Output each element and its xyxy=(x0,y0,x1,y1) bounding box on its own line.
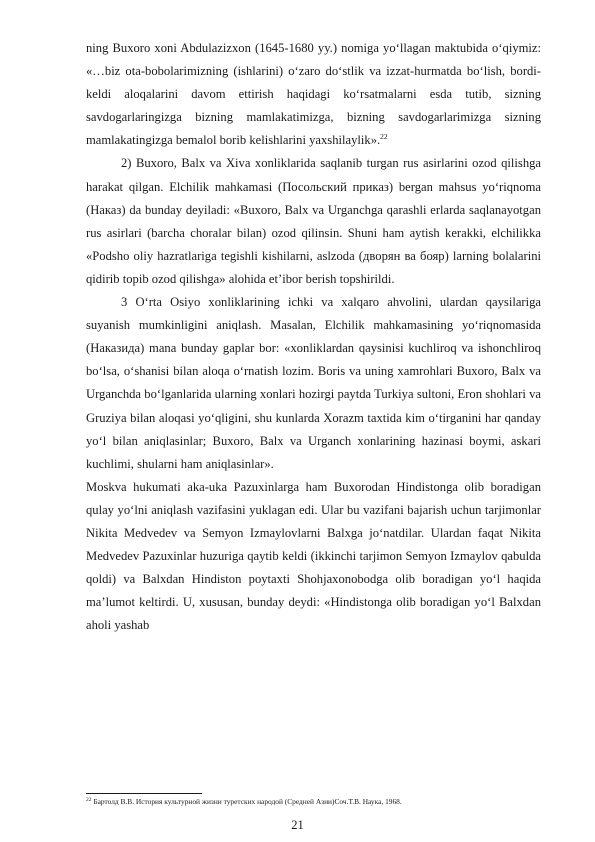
footnote xyxy=(86,797,541,807)
paragraph-4: Moskva hukumati aka-uka Pazuxinlarga ham Buxorodan Hindistonga olib boradigan qulay yo‘lni aniqlash vazifasini yuklagan edi. Ular bu vazifani bajarish uchun tarjimonlar Nikita Medvedev va Semyon Izmaylovlarni Balxga jo‘natdilar. Ulardan faqat Nikita Medvedev Pazuxinlar huzuriga qaytib keldi (ikkinchi tarjimon Semyon Izmaylov qabulda qoldi) va Balxdan Hindiston poytaxti Shohjaxonobodga olib boradigan yo‘l haqida ma’lumot keltirdi. U, xususan, bunday deydi: «Hindistonga olib boradigan yo‘l Balxdan aholi yashab xyxy=(86,479,541,633)
page-number: 21 xyxy=(291,818,304,832)
paragraph-2: 2) Buxoro, Balx va Xiva xonliklarida saqlanib turgan rus asirlarini ozod qilishga harakat qilgan. Elchilik mahkamasi (Посольский приказ) bergan mahsus yo‘riqnoma (Наказ) da bunday deyiladi: «Buxoro, Balx va Urganchga qarashli erlarda saqlanayotgan rus asirlari (barcha choralar bilan) ozod qilinsin. Shuni ham aytish kerakki, elchilikka «Podsho oliy hazratlariga tegishli kishilarni, aslzoda (дворян ва бояр) larning bolalarini qidirib topib ozod qilishga» alohida et’ibor berish topshirildi. xyxy=(86,156,541,286)
paragraph-3: 3 O‘rta Osiyo xonliklarining ichki va xalqaro ahvolini, ulardan qaysilariga suyanish mumkinligini aniqlash. Masalan, Elchilik mahkamasining yo‘riqnomasida (Наказида) mana bunday gaplar bor: «xonliklardan qaysinisi kuchliroq va ishonchliroq bo‘lsa, o‘shanisi bilan aloqa o‘rnatish lozim. Boris va uning xamrohlari Buxoro, Balx va Urganchda bo‘lganlarida ularning xonlari hozirgi paytda Turkiya sultoni, Eron shohlari va Gruziya bilan aloqasi yo‘qligini, shu kunlarda Xorazm taxtida kim o‘tirganini har qanday yo‘l bilan aniqlasinlar; Buxoro, Balx va Urganch xonlarining hazinasi boymi, askari kuchlimi, shularni ham aniqlasinlar». xyxy=(86,295,541,471)
paragraph-1-text: ning Buxoro xoni Abdulazizxon (1645-1680 yy.) nomiga yo‘llagan maktubida o‘qiymiz: «…biz ota-bobolarimizning (ishlarini) o‘zaro do‘stlik va izzat-hurmatda bo‘lish, bordi-keldi aloqalarini davom ettirish haqidagi ko‘rsatmalarni esda tutib, sizning savdogarlaringizga bizning mamlakatimizga, bizning savdogarlarimizga sizning mamlakatingizga bemalol borib kelishlarini yaxshilaylik». xyxy=(86,41,541,148)
footnote-marker: 22 xyxy=(86,797,92,803)
footnote-text: Бартолд В.В. История культурной жизни туретских народой (Средней Азии)Соч.Т.В. Наука, 1968. xyxy=(91,797,402,806)
paragraph-1 xyxy=(86,37,541,152)
footnote-divider xyxy=(86,793,202,794)
main-text xyxy=(86,37,541,637)
footnote-reference[interactable]: 22 xyxy=(380,132,388,142)
